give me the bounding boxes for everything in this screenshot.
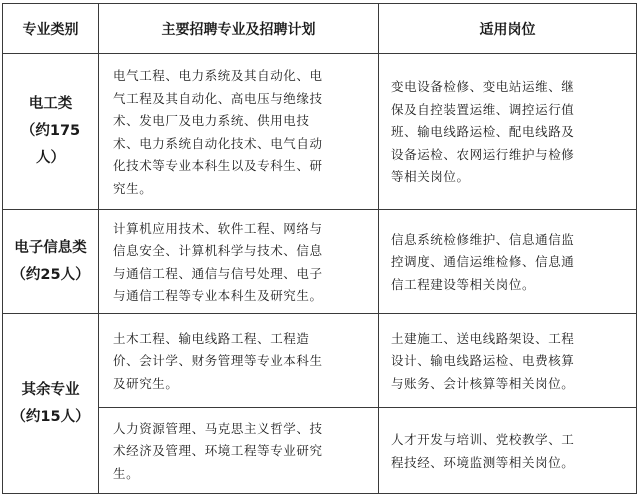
category-line: （约175 (20, 123, 81, 139)
post-line: 控调度、通信运维检修、信息通 (391, 254, 575, 270)
plan-line: 人力资源管理、马克思主义哲学、技 (113, 420, 323, 436)
plan-cell (99, 54, 379, 210)
plan-line: 化技术等专业本科生以及专科生、研 (113, 158, 323, 173)
plan-line: 土木工程、输电线路工程、工程造 (113, 330, 310, 346)
plan-line: 术、电力系统自动化技术、电气自动 (113, 135, 323, 151)
plan-line: 及研究生。 (113, 375, 179, 391)
plan-line: 术、发电厂及电力系统、供用电技 (113, 113, 310, 128)
category-cell (3, 314, 99, 494)
post-cell (379, 408, 637, 494)
header-category: 专业类别 (3, 4, 99, 54)
post-line: 人才开发与培训、党校教学、工 (391, 432, 575, 447)
post-line: 信工程建设等相关岗位。 (391, 276, 536, 292)
table-row (3, 54, 637, 210)
post-cell (379, 210, 637, 314)
table-row (3, 314, 637, 408)
table-row (3, 408, 637, 494)
post-line: 设备运检、农网运行维护与检修 (391, 146, 575, 162)
category-line: （约15人） (11, 408, 90, 425)
post-cell (379, 54, 637, 210)
plan-line: 与通信工程等专业本科生及研究生。 (113, 288, 323, 303)
category-line: 其余专业 (21, 381, 80, 398)
category-cell (3, 54, 99, 210)
post-line: 等相关岗位。 (391, 169, 470, 185)
post-line: 设计、输电线路运检、电费核算 (391, 353, 575, 369)
plan-cell (99, 408, 379, 494)
plan-line: 电气工程、电力系统及其自动化、电 (113, 68, 323, 83)
post-line: 土建施工、送电线路架设、工程 (391, 330, 575, 346)
plan-line: 与通信工程、通信与信号处理、电子 (113, 265, 323, 281)
recruitment-table (2, 3, 637, 494)
header-post: 适用岗位 (379, 4, 637, 54)
category-line: （约25人） (11, 266, 90, 283)
header-row (3, 4, 637, 54)
plan-line: 术经济及管理、环境工程等专业研究 (113, 443, 323, 459)
plan-line: 价、会计学、财务管理等专业本科生 (113, 353, 323, 369)
plan-line: 究生。 (113, 180, 153, 196)
post-line: 与账务、会计核算等相关岗位。 (391, 375, 575, 391)
plan-line: 计算机应用技术、软件工程、网络与 (113, 220, 323, 236)
post-cell (379, 314, 637, 408)
category-cell (3, 210, 99, 314)
plan-cell (99, 210, 379, 314)
post-line: 保及自控装置运维、调控运行值 (391, 101, 575, 117)
header-plan: 主要招聘专业及招聘计划 (99, 4, 379, 54)
table-row (3, 210, 637, 314)
post-line: 程技经、环境监测等相关岗位。 (391, 454, 575, 470)
post-line: 信息系统检修维护、信息通信监 (391, 231, 575, 247)
category-line: 人） (36, 150, 65, 166)
category-line: 电工类 (28, 96, 73, 112)
plan-line: 信息安全、计算机科学与技术、信息 (113, 243, 323, 258)
category-line: 电子信息类 (14, 239, 87, 256)
plan-cell (99, 314, 379, 408)
post-line: 班、输电线路运检、配电线路及 (391, 124, 575, 140)
plan-line: 气工程及其自动化、高电压与绝缘技 (113, 90, 323, 106)
plan-line: 生。 (113, 465, 140, 481)
post-line: 变电设备检修、变电站运维、继 (391, 79, 575, 95)
